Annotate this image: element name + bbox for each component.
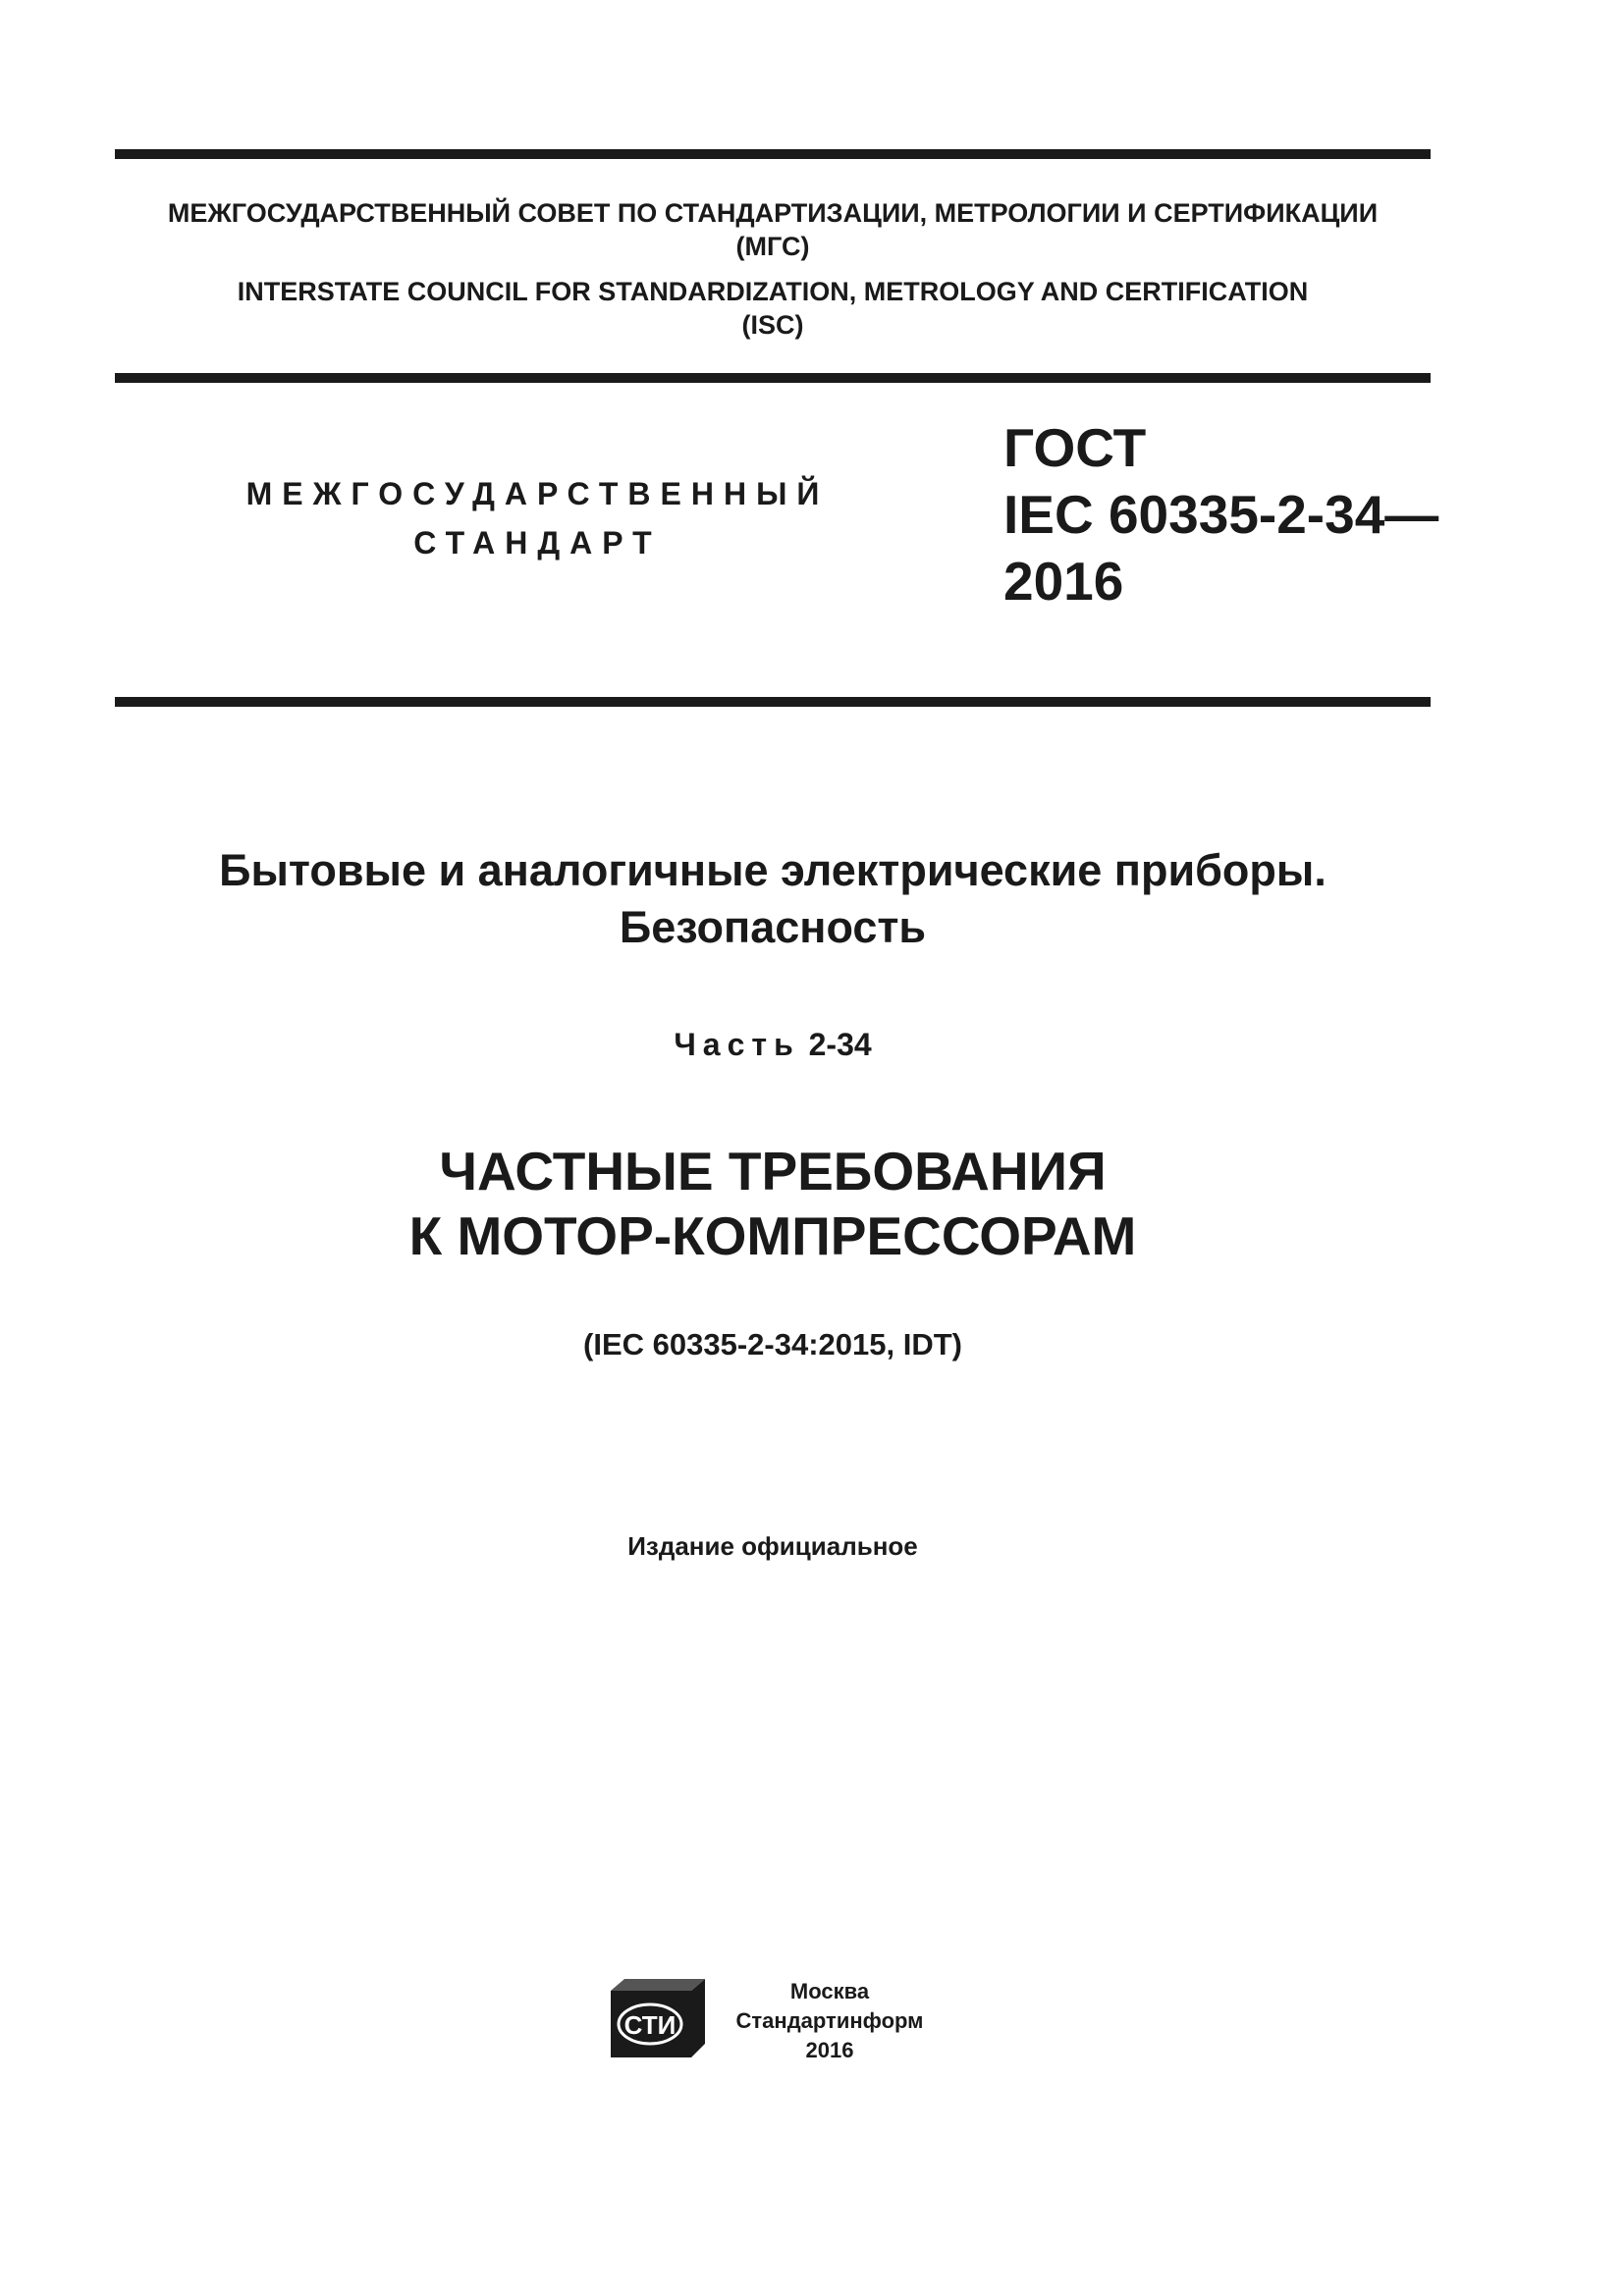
title-line2: Безопасность xyxy=(619,902,927,952)
designation-line3: 2016 xyxy=(1003,551,1124,612)
document-subtitle xyxy=(115,1139,1431,1268)
council-en-abbr: (ISC) xyxy=(741,310,804,340)
standard-label-line1: МЕЖГОСУДАРСТВЕННЫЙ xyxy=(245,476,830,511)
part-label: Часть xyxy=(674,1027,800,1062)
publisher-year: 2016 xyxy=(805,2038,854,2062)
subtitle-line1: ЧАСТНЫЕ ТРЕБОВАНИЯ xyxy=(439,1141,1107,1201)
title-line1: Бытовые и аналогичные электрические приборы. xyxy=(219,845,1326,895)
logo-text: СТИ xyxy=(623,2010,677,2040)
iec-reference: (IEC 60335-2-34:2015, IDT) xyxy=(583,1327,962,1362)
council-ru-abbr: (МГС) xyxy=(735,232,810,261)
council-ru xyxy=(115,196,1431,263)
sti-logo-icon xyxy=(611,1979,705,2057)
publisher-block xyxy=(727,1977,933,2065)
standard-label-line2: СТАНДАРТ xyxy=(413,525,662,561)
document-title xyxy=(115,842,1431,956)
standard-label xyxy=(167,469,908,567)
designation-line1: ГОСТ xyxy=(1003,417,1147,478)
subtitle-line2: К МОТОР-КОМПРЕССОРАМ xyxy=(408,1205,1137,1266)
designation-rule xyxy=(115,697,1431,707)
publisher-name: Стандартинформ xyxy=(735,2008,924,2033)
standard-designation xyxy=(1003,414,1438,614)
edition-note: Издание официальное xyxy=(627,1531,918,1561)
designation-line2: IEC 60335-2-34— xyxy=(1003,484,1439,545)
part-number: 2-34 xyxy=(808,1027,872,1062)
part-heading xyxy=(115,1025,1431,1064)
header-rule xyxy=(115,373,1431,383)
council-en-name: INTERSTATE COUNCIL FOR STANDARDIZATION, METROLOGY AND CERTIFICATION xyxy=(237,277,1309,306)
council-en xyxy=(115,275,1431,342)
council-ru-name: МЕЖГОСУДАРСТВЕННЫЙ СОВЕТ ПО СТАНДАРТИЗАЦИИ, МЕТРОЛОГИИ И СЕРТИФИКАЦИИ xyxy=(167,198,1379,228)
publisher-city: Москва xyxy=(789,1979,870,2003)
top-rule xyxy=(115,149,1431,159)
